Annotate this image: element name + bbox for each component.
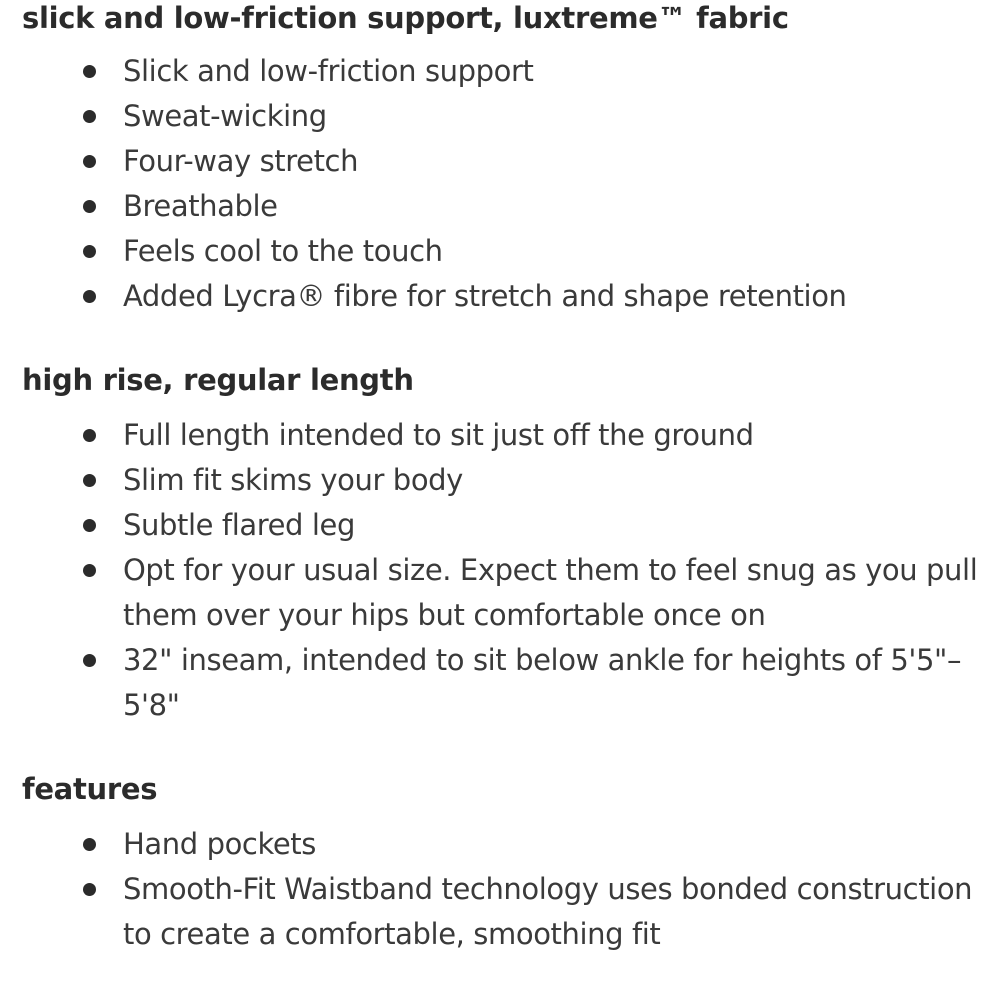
bullet-icon xyxy=(83,654,96,667)
list-item xyxy=(22,49,1000,94)
bullet-icon xyxy=(83,200,96,213)
list-item xyxy=(22,94,1000,139)
section-heading: features xyxy=(22,772,158,806)
list-item-text: Opt for your usual size. Expect them to feel snug as you pull them over your hips but comfortable once on xyxy=(123,553,978,632)
list-item-text: Full length intended to sit just off the ground xyxy=(123,418,754,452)
bullet-icon xyxy=(83,883,96,896)
bullet-icon xyxy=(83,519,96,532)
list-item xyxy=(22,458,1000,503)
features-list xyxy=(22,822,1000,957)
list-item xyxy=(22,413,1000,458)
bullet-icon xyxy=(83,110,96,123)
section-heading: slick and low-friction support, luxtreme™ fabric xyxy=(22,1,789,35)
bullet-icon xyxy=(83,429,96,442)
list-item xyxy=(22,867,1000,957)
list-item-text: Slick and low-friction support xyxy=(123,54,534,88)
fabric-section xyxy=(22,0,1000,319)
list-item-text: Smooth-Fit Waistband technology uses bonded construction to create a comfortable, smoothing fit xyxy=(123,872,973,951)
list-item xyxy=(22,274,1000,319)
bullet-icon xyxy=(83,290,96,303)
bullet-icon xyxy=(83,245,96,258)
list-item-text: Four-way stretch xyxy=(123,144,359,178)
fabric-list xyxy=(22,49,1000,319)
fit-list xyxy=(22,413,1000,728)
bullet-icon xyxy=(83,474,96,487)
list-item xyxy=(22,638,1000,728)
list-item xyxy=(22,229,1000,274)
fit-section xyxy=(22,362,1000,728)
bullet-icon xyxy=(83,564,96,577)
list-item-text: Slim fit skims your body xyxy=(123,463,463,497)
list-item xyxy=(22,184,1000,229)
list-item xyxy=(22,503,1000,548)
bullet-icon xyxy=(83,65,96,78)
section-heading: high rise, regular length xyxy=(22,363,414,397)
list-item-text: Feels cool to the touch xyxy=(123,234,443,268)
list-item xyxy=(22,548,1000,638)
list-item-text: Added Lycra® fibre for stretch and shape retention xyxy=(123,279,847,313)
list-item xyxy=(22,822,1000,867)
list-item-text: Breathable xyxy=(123,189,278,223)
list-item-text: Subtle flared leg xyxy=(123,508,355,542)
list-item-text: Hand pockets xyxy=(123,827,316,861)
features-section xyxy=(22,771,1000,957)
list-item-text: 32" inseam, intended to sit below ankle for heights of 5'5"–5'8" xyxy=(123,643,962,722)
list-item xyxy=(22,139,1000,184)
bullet-icon xyxy=(83,155,96,168)
list-item-text: Sweat-wicking xyxy=(123,99,327,133)
bullet-icon xyxy=(83,838,96,851)
